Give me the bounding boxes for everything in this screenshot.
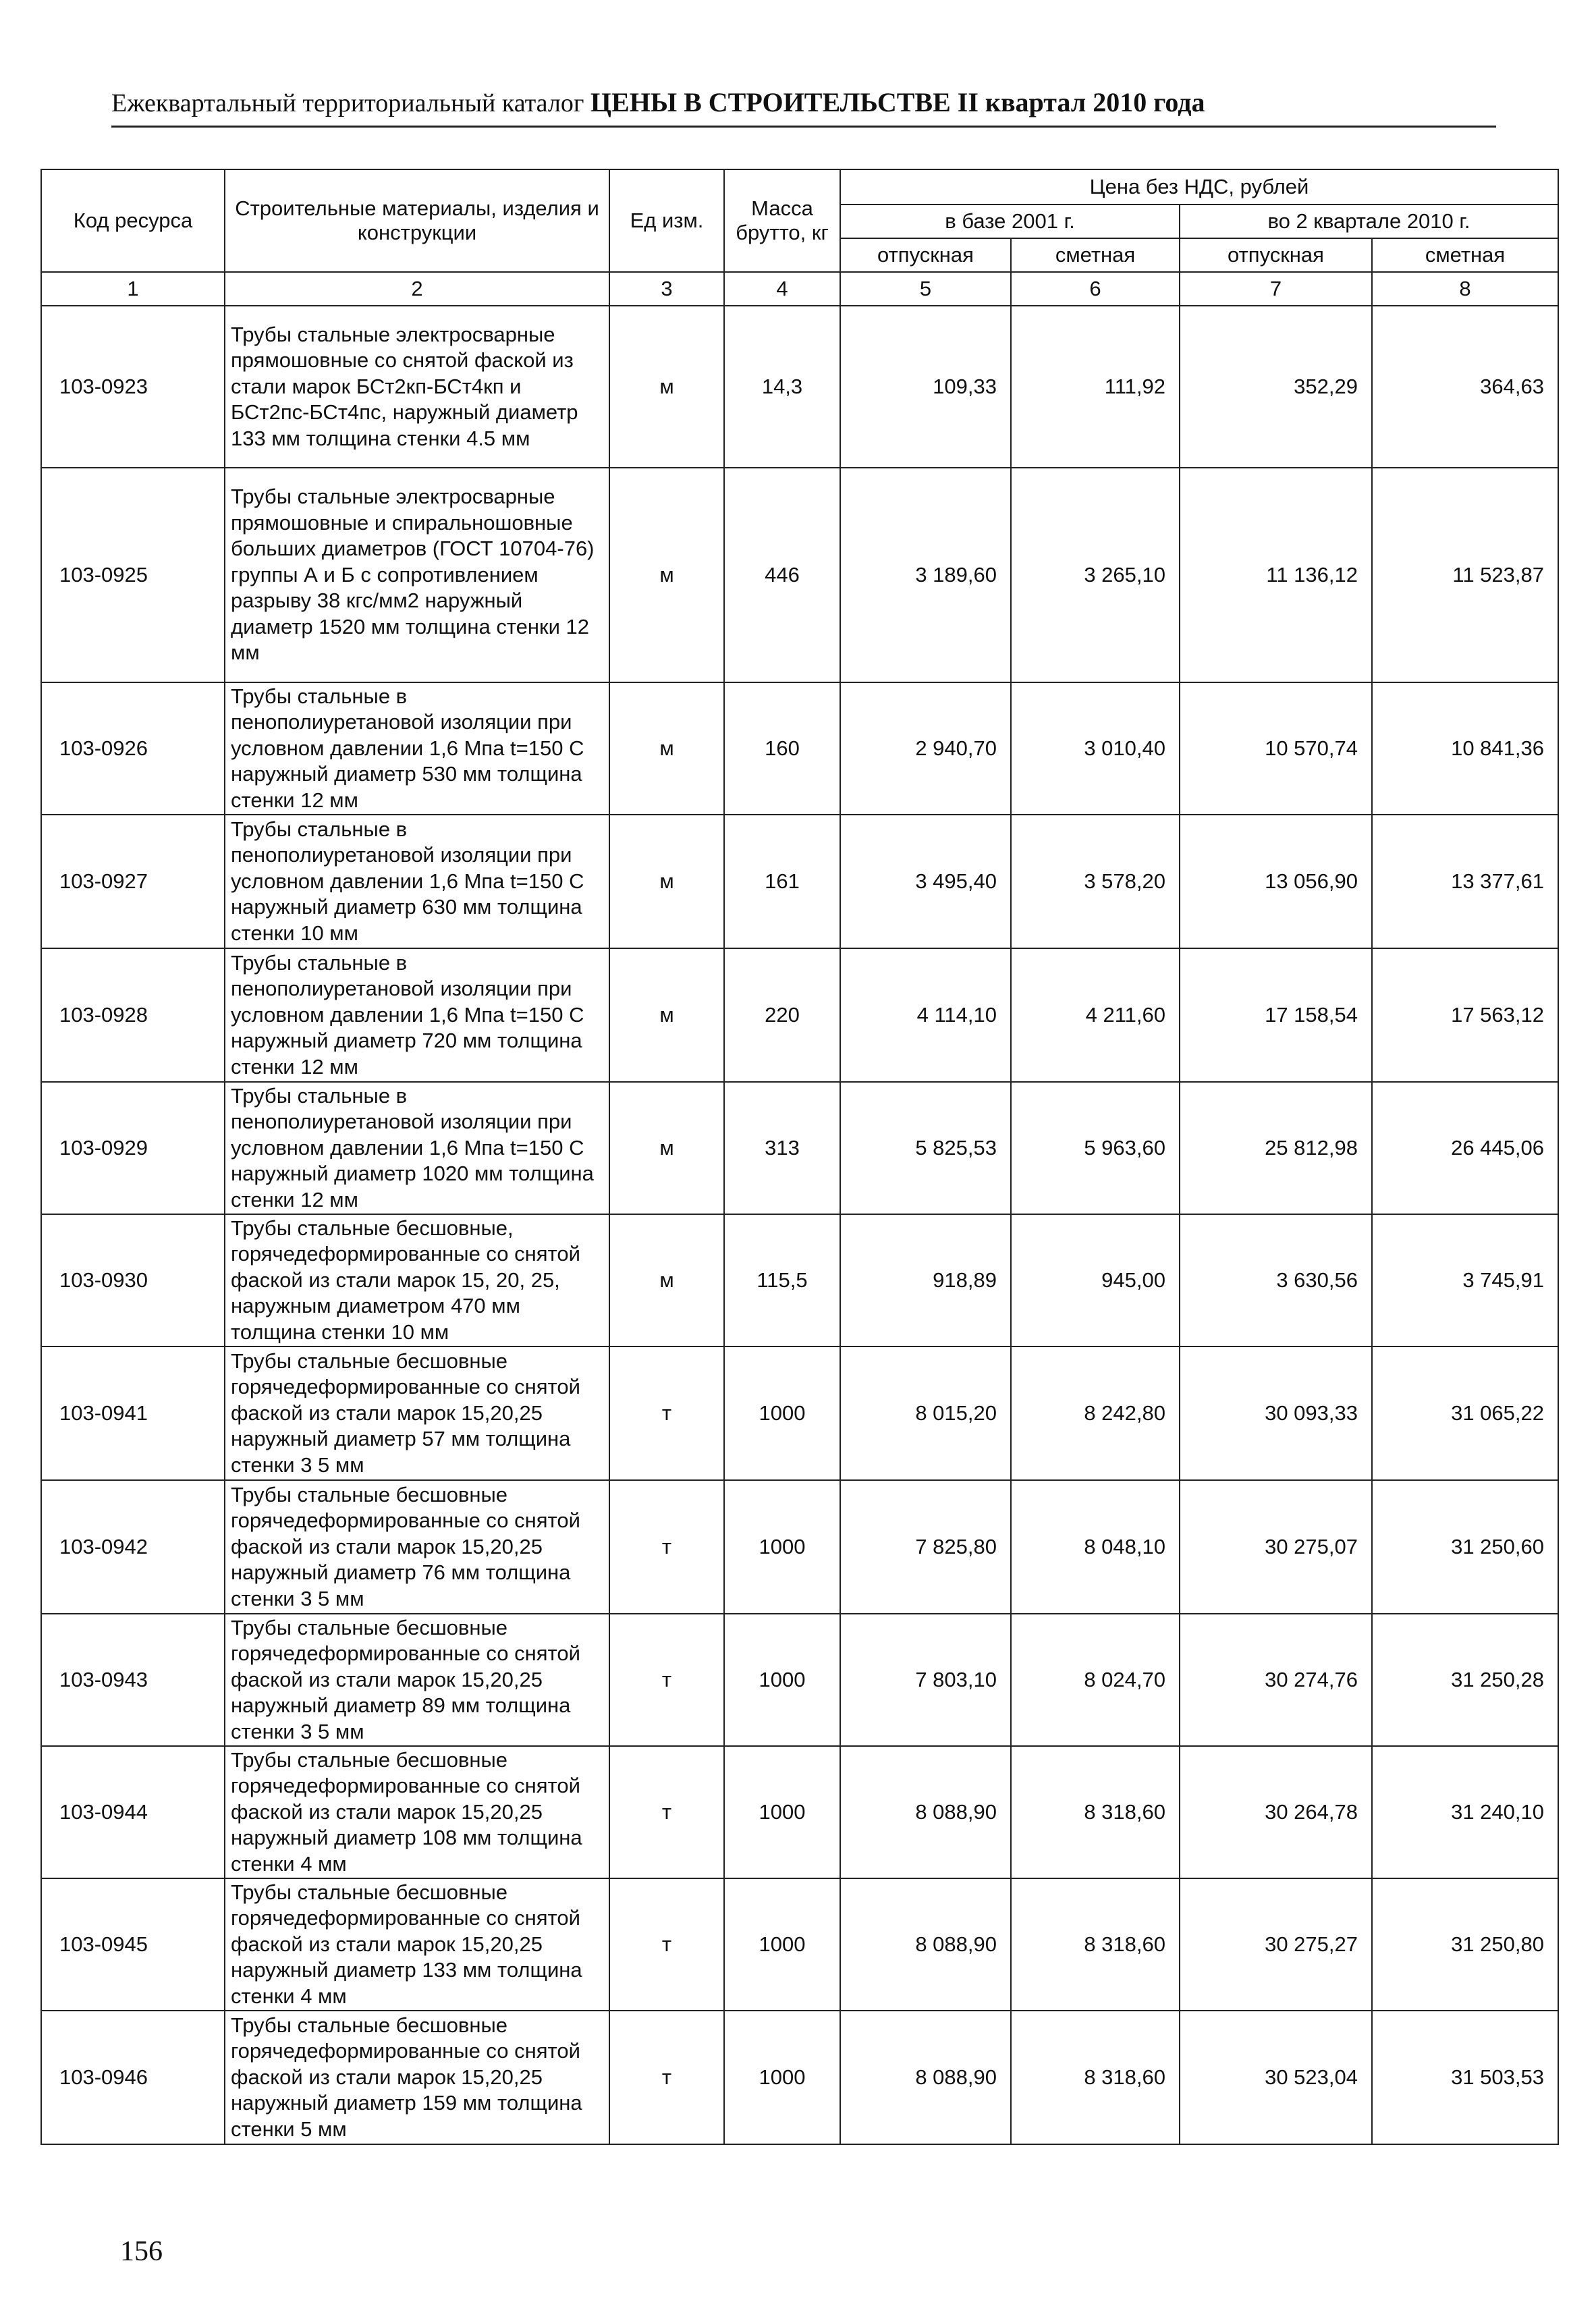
- col-estimate-2010-header: сметная: [1372, 238, 1558, 272]
- material-name: Трубы стальные бесшовные горячедеформированные со снятой фаской из стали марок 15,20,25 наружный диаметр 159 мм толщина стенки 5 мм: [225, 2011, 609, 2144]
- price-release-2001: 3 189,60: [840, 468, 1011, 682]
- material-name: Трубы стальные электросварные прямошовные со снятой фаской из стали марок БСт2кп-БСт4кп и БСт2пс-БСт4пс, наружный диаметр 133 мм толщина стенки 4.5 мм: [225, 306, 609, 468]
- unit: т: [609, 1346, 724, 1480]
- gross-mass: 313: [724, 1082, 840, 1214]
- resource-code: 103-0927: [41, 815, 225, 948]
- material-name: Трубы стальные бесшовные горячедеформированные со снятой фаской из стали марок 15,20,25 наружный диаметр 57 мм толщина стенки 3 5 мм: [225, 1346, 609, 1480]
- table-row: [41, 2011, 1558, 2144]
- price-estimate-2001: 945,00: [1011, 1214, 1180, 1346]
- gross-mass: 1000: [724, 1614, 840, 1746]
- table-header: [41, 169, 1558, 306]
- unit: м: [609, 948, 724, 1082]
- column-number: 3: [609, 272, 724, 306]
- table-row: [41, 1214, 1558, 1346]
- column-number: 1: [41, 272, 225, 306]
- table-row: [41, 306, 1558, 468]
- resource-code: 103-0926: [41, 682, 225, 815]
- gross-mass: 1000: [724, 1878, 840, 2011]
- table-row: [41, 948, 1558, 1082]
- resource-code: 103-0923: [41, 306, 225, 468]
- price-release-2001: 109,33: [840, 306, 1011, 468]
- column-number-row: [41, 272, 1558, 306]
- price-release-2001: 5 825,53: [840, 1082, 1011, 1214]
- material-name: Трубы стальные бесшовные горячедеформированные со снятой фаской из стали марок 15,20,25 наружный диаметр 108 мм толщина стенки 4 мм: [225, 1746, 609, 1878]
- price-estimate-2010: 31 065,22: [1372, 1346, 1558, 1480]
- price-estimate-2001: 111,92: [1011, 306, 1180, 468]
- price-release-2010: 30 275,27: [1180, 1878, 1372, 2011]
- table-row: [41, 1480, 1558, 1614]
- gross-mass: 446: [724, 468, 840, 682]
- resource-code: 103-0946: [41, 2011, 225, 2144]
- price-estimate-2010: 26 445,06: [1372, 1082, 1558, 1214]
- price-estimate-2001: 3 010,40: [1011, 682, 1180, 815]
- price-estimate-2010: 11 523,87: [1372, 468, 1558, 682]
- price-release-2001: 4 114,10: [840, 948, 1011, 1082]
- price-release-2001: 8 015,20: [840, 1346, 1011, 1480]
- gross-mass: 1000: [724, 1746, 840, 1878]
- price-release-2010: 10 570,74: [1180, 682, 1372, 815]
- column-number: 4: [724, 272, 840, 306]
- material-name: Трубы стальные в пенополиуретановой изоляции при условном давлении 1,6 Мпа t=150 С наружный диаметр 720 мм толщина стенки 12 мм: [225, 948, 609, 1082]
- catalog-title: ЦЕНЫ В СТРОИТЕЛЬСТВЕ II квартал 2010 года: [590, 87, 1205, 117]
- price-estimate-2010: 17 563,12: [1372, 948, 1558, 1082]
- price-release-2001: 8 088,90: [840, 1878, 1011, 2011]
- price-release-2010: 30 093,33: [1180, 1346, 1372, 1480]
- unit: м: [609, 468, 724, 682]
- gross-mass: 14,3: [724, 306, 840, 468]
- gross-mass: 1000: [724, 1346, 840, 1480]
- table-row: [41, 1746, 1558, 1878]
- unit: т: [609, 1480, 724, 1614]
- unit: т: [609, 1878, 724, 2011]
- price-estimate-2010: 3 745,91: [1372, 1214, 1558, 1346]
- price-estimate-2001: 8 242,80: [1011, 1346, 1180, 1480]
- column-number: 8: [1372, 272, 1558, 306]
- column-number: 5: [840, 272, 1011, 306]
- page-number: 156: [120, 2236, 163, 2267]
- unit: т: [609, 2011, 724, 2144]
- unit: т: [609, 1614, 724, 1746]
- price-estimate-2001: 5 963,60: [1011, 1082, 1180, 1214]
- col-name-header: Строительные материалы, изделия и конструкции: [225, 169, 609, 272]
- table-body: [41, 306, 1558, 2144]
- gross-mass: 220: [724, 948, 840, 1082]
- price-release-2010: 30 264,78: [1180, 1746, 1372, 1878]
- unit: м: [609, 1214, 724, 1346]
- col-code-header: Код ресурса: [41, 169, 225, 272]
- price-release-2001: 3 495,40: [840, 815, 1011, 948]
- material-name: Трубы стальные электросварные прямошовные и спиральношовные больших диаметров (ГОСТ 10704-76) группы А и Б с сопротивлением разрыву 38 кгс/мм2 наружный диаметр 1520 мм толщина стенки 12 мм: [225, 468, 609, 682]
- table-row: [41, 1878, 1558, 2011]
- catalog-name: Ежеквартальный территориальный каталог: [111, 89, 584, 117]
- resource-code: 103-0941: [41, 1346, 225, 1480]
- col-price-group-header: Цена без НДС, рублей: [840, 169, 1558, 205]
- price-estimate-2001: 8 024,70: [1011, 1614, 1180, 1746]
- material-name: Трубы стальные бесшовные горячедеформированные со снятой фаской из стали марок 15,20,25 наружный диаметр 133 мм толщина стенки 4 мм: [225, 1878, 609, 2011]
- unit: м: [609, 815, 724, 948]
- resource-code: 103-0928: [41, 948, 225, 1082]
- price-estimate-2010: 31 503,53: [1372, 2011, 1558, 2144]
- price-release-2001: 8 088,90: [840, 2011, 1011, 2144]
- unit: м: [609, 1082, 724, 1214]
- table-row: [41, 1082, 1558, 1214]
- resource-code: 103-0945: [41, 1878, 225, 2011]
- gross-mass: 1000: [724, 2011, 840, 2144]
- unit: т: [609, 1746, 724, 1878]
- unit: м: [609, 306, 724, 468]
- material-name: Трубы стальные в пенополиуретановой изоляции при условном давлении 1,6 Мпа t=150 С наружный диаметр 1020 мм толщина стенки 12 мм: [225, 1082, 609, 1214]
- col-release-2010-header: отпускная: [1180, 238, 1372, 272]
- price-estimate-2010: 13 377,61: [1372, 815, 1558, 948]
- price-release-2010: 352,29: [1180, 306, 1372, 468]
- column-number: 6: [1011, 272, 1180, 306]
- resource-code: 103-0925: [41, 468, 225, 682]
- unit: м: [609, 682, 724, 815]
- price-estimate-2010: 31 250,60: [1372, 1480, 1558, 1614]
- gross-mass: 1000: [724, 1480, 840, 1614]
- col-q2-2010-header: во 2 квартале 2010 г.: [1180, 205, 1558, 238]
- col-unit-header: Ед изм.: [609, 169, 724, 272]
- column-number: 7: [1180, 272, 1372, 306]
- col-base-2001-header: в базе 2001 г.: [840, 205, 1180, 238]
- price-estimate-2001: 8 318,60: [1011, 2011, 1180, 2144]
- price-release-2001: 7 825,80: [840, 1480, 1011, 1614]
- table-row: [41, 815, 1558, 948]
- price-release-2010: 17 158,54: [1180, 948, 1372, 1082]
- material-name: Трубы стальные бесшовные, горячедеформированные со снятой фаской из стали марок 15, 20, 25, наружным диаметром 470 мм толщина стенки 10 мм: [225, 1214, 609, 1346]
- price-table: [40, 169, 1559, 2145]
- price-estimate-2001: 3 578,20: [1011, 815, 1180, 948]
- price-estimate-2001: 8 048,10: [1011, 1480, 1180, 1614]
- col-estimate-2001-header: сметная: [1011, 238, 1180, 272]
- price-release-2010: 11 136,12: [1180, 468, 1372, 682]
- table-row: [41, 468, 1558, 682]
- price-estimate-2001: 4 211,60: [1011, 948, 1180, 1082]
- material-name: Трубы стальные в пенополиуретановой изоляции при условном давлении 1,6 Мпа t=150 С наружный диаметр 630 мм толщина стенки 10 мм: [225, 815, 609, 948]
- col-release-2001-header: отпускная: [840, 238, 1011, 272]
- resource-code: 103-0944: [41, 1746, 225, 1878]
- resource-code: 103-0929: [41, 1082, 225, 1214]
- price-estimate-2010: 10 841,36: [1372, 682, 1558, 815]
- gross-mass: 115,5: [724, 1214, 840, 1346]
- price-estimate-2010: 31 240,10: [1372, 1746, 1558, 1878]
- price-release-2010: 30 275,07: [1180, 1480, 1372, 1614]
- price-release-2001: 2 940,70: [840, 682, 1011, 815]
- price-release-2010: 13 056,90: [1180, 815, 1372, 948]
- material-name: Трубы стальные бесшовные горячедеформированные со снятой фаской из стали марок 15,20,25 наружный диаметр 89 мм толщина стенки 3 5 мм: [225, 1614, 609, 1746]
- price-estimate-2010: 364,63: [1372, 306, 1558, 468]
- gross-mass: 161: [724, 815, 840, 948]
- price-release-2010: 30 523,04: [1180, 2011, 1372, 2144]
- price-estimate-2001: 8 318,60: [1011, 1746, 1180, 1878]
- col-mass-header: Масса брутто, кг: [724, 169, 840, 272]
- price-release-2001: 918,89: [840, 1214, 1011, 1346]
- page-header: [111, 86, 1495, 119]
- table-row: [41, 1346, 1558, 1480]
- price-estimate-2010: 31 250,80: [1372, 1878, 1558, 2011]
- price-release-2001: 7 803,10: [840, 1614, 1011, 1746]
- price-estimate-2001: 8 318,60: [1011, 1878, 1180, 2011]
- header-rule: [111, 126, 1496, 128]
- gross-mass: 160: [724, 682, 840, 815]
- price-release-2010: 3 630,56: [1180, 1214, 1372, 1346]
- column-number: 2: [225, 272, 609, 306]
- price-release-2010: 30 274,76: [1180, 1614, 1372, 1746]
- resource-code: 103-0942: [41, 1480, 225, 1614]
- price-estimate-2010: 31 250,28: [1372, 1614, 1558, 1746]
- table-row: [41, 1614, 1558, 1746]
- price-release-2001: 8 088,90: [840, 1746, 1011, 1878]
- table-row: [41, 682, 1558, 815]
- price-release-2010: 25 812,98: [1180, 1082, 1372, 1214]
- resource-code: 103-0930: [41, 1214, 225, 1346]
- price-estimate-2001: 3 265,10: [1011, 468, 1180, 682]
- resource-code: 103-0943: [41, 1614, 225, 1746]
- material-name: Трубы стальные в пенополиуретановой изоляции при условном давлении 1,6 Мпа t=150 С наружный диаметр 530 мм толщина стенки 12 мм: [225, 682, 609, 815]
- material-name: Трубы стальные бесшовные горячедеформированные со снятой фаской из стали марок 15,20,25 наружный диаметр 76 мм толщина стенки 3 5 мм: [225, 1480, 609, 1614]
